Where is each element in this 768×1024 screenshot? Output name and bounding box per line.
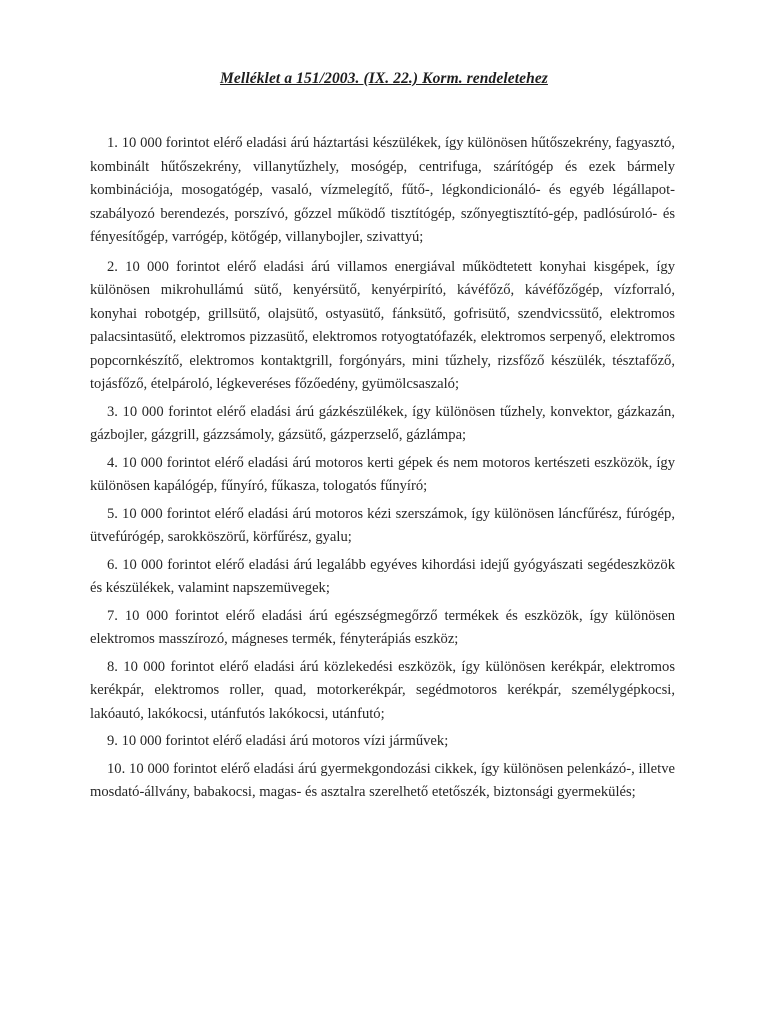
list-item: 6. 10 000 forintot elérő eladási árú legalább egyéves kihordási idejű gyógyászati segédeszközök és készülékek, valamint napszemüvegek; — [90, 556, 675, 596]
list-item: 1. 10 000 forintot elérő eladási árú háztartási készülékek, így különösen hűtőszekrény, fagyasztó, kombinált hűtőszekrény, villanytűzhely, mosógép, centrifuga, szárítógép és ezek bármely kombinációja, mosogatógép, vasaló, vízmelegítő, fűtő-, légkondicionáló- és egyéb légállapot-szabályozó berendezés, porszívó, gőzzel működő tisztítógép, szőnyegtisztító-gép, padlósúroló- és fényesítőgép, varrógép, kötőgép, villanybojler, szivattyú; — [90, 135, 675, 245]
list-item: 7. 10 000 forintot elérő eladási árú egészségmegőrző termékek és eszközök, így különösen elektromos masszírozó, mágneses termék, fényterápiás eszköz; — [90, 607, 675, 647]
list-item: 8. 10 000 forintot elérő eladási árú közlekedési eszközök, így különösen kerékpár, elektromos kerékpár, elektromos roller, quad, motorkerékpár, segédmotoros kerékpár, személygépkocsi, lakóautó, lakókocsi, utánfutós lakókocsi, utánfutó; — [90, 658, 675, 722]
list-item: 4. 10 000 forintot elérő eladási árú motoros kerti gépek és nem motoros kertészeti eszközök, így különösen kapálógép, fűnyíró, fűkasza, tologatós fűnyíró; — [90, 454, 675, 494]
list-item: 2. 10 000 forintot elérő eladási árú villamos energiával működtetett konyhai kisgépek, így különösen mikrohullámú sütő, kenyérsütő, kenyérpirító, kávéfőző, kávéfőzőgép, vízforraló, konyhai robotgép, grillsütő, olajsütő, ostyasütő, fánksütő, gofrisütő, szendvicssütő, elektromos palacsintasütő, elektromos pizzasütő, elektromos rotyogtatófazék, elektromos serpenyő, elektromos popcornkészítő, elektromos kontaktgrill, forgónyárs, mini tűzhely, rizsfőző készülék, tésztafőző, tojásfőző, ételpároló, légkeveréses főzőedény, gyümölcsaszaló; — [90, 258, 675, 392]
list-item: 9. 10 000 forintot elérő eladási árú motoros vízi járművek; — [107, 733, 449, 749]
list-item: 10. 10 000 forintot elérő eladási árú gyermekgondozási cikkek, így különösen pelenkázó-, illetve mosdató-állvány, babakocsi, magas- és asztalra szerelhető etetőszék, biztonsági gyermekülés; — [90, 760, 675, 800]
document-title: Melléklet a 151/2003. (IX. 22.) Korm. rendeletehez — [220, 70, 548, 87]
list-item: 5. 10 000 forintot elérő eladási árú motoros kézi szerszámok, így különösen láncfűrész, fúrógép, ütvefúrógép, sarokköszörű, körfűrész, gyalu; — [90, 505, 675, 545]
item-list — [90, 132, 675, 809]
list-item: 3. 10 000 forintot elérő eladási árú gázkészülékek, így különösen tűzhely, konvektor, gázkazán, gázbojler, gázgrill, gázzsámoly, gázsütő, gázperzselő, gázlámpa; — [90, 403, 675, 443]
